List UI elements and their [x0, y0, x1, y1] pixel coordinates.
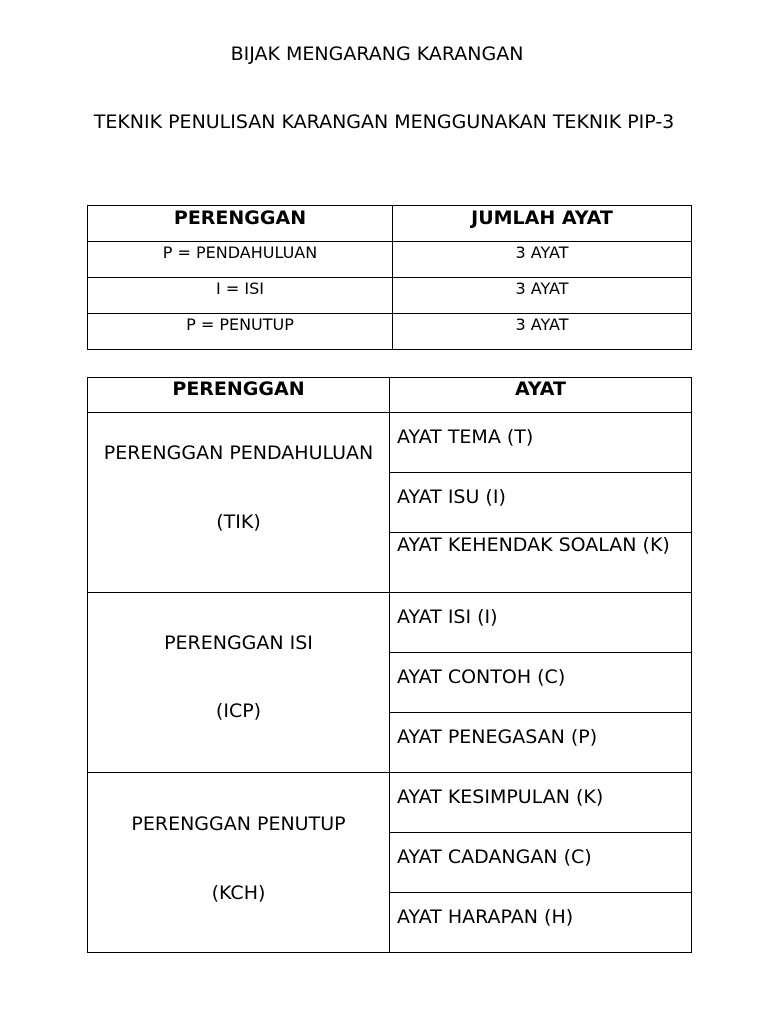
- section-pendahuluan-cell: [88, 413, 390, 593]
- section-code: (KCH): [211, 882, 266, 904]
- ayat-cell: AYAT CADANGAN (C): [390, 833, 692, 893]
- jumlah-ayat-cell: 3 AYAT: [393, 242, 692, 278]
- summary-table: [87, 205, 692, 350]
- ayat-cell: AYAT ISU (I): [390, 473, 692, 533]
- document-title: BIJAK MENGARANG KARANGAN: [230, 43, 524, 65]
- section-name: PERENGGAN PENDAHULUAN: [103, 442, 374, 464]
- table-row: [88, 413, 692, 473]
- section-penutup-cell: [88, 773, 390, 953]
- perenggan-cell: P = PENUTUP: [88, 314, 393, 350]
- ayat-cell: AYAT ISI (I): [390, 593, 692, 653]
- table-row: [88, 593, 692, 653]
- ayat-cell: AYAT HARAPAN (H): [390, 893, 692, 953]
- perenggan-cell: P = PENDAHULUAN: [88, 242, 393, 278]
- document-subtitle: TEKNIK PENULISAN KARANGAN MENGGUNAKAN TEKNIK PIP-3: [93, 111, 675, 133]
- detail-table: [87, 377, 692, 953]
- table-row: [88, 242, 692, 278]
- section-code: (TIK): [216, 511, 261, 533]
- table-row: [88, 773, 692, 833]
- column-header-jumlah-ayat: JUMLAH AYAT: [393, 206, 692, 242]
- table-row: [88, 278, 692, 314]
- column-header-perenggan: PERENGGAN: [88, 378, 390, 413]
- table-header-row: [88, 206, 692, 242]
- jumlah-ayat-cell: 3 AYAT: [393, 278, 692, 314]
- jumlah-ayat-cell: 3 AYAT: [393, 314, 692, 350]
- section-isi-cell: [88, 593, 390, 773]
- ayat-cell: AYAT KESIMPULAN (K): [390, 773, 692, 833]
- section-name: PERENGGAN ISI: [164, 632, 313, 654]
- table-header-row: [88, 378, 692, 413]
- table-row: [88, 314, 692, 350]
- column-header-perenggan: PERENGGAN: [88, 206, 393, 242]
- column-header-ayat: AYAT: [390, 378, 692, 413]
- ayat-cell: AYAT PENEGASAN (P): [390, 713, 692, 773]
- perenggan-cell: I = ISI: [88, 278, 393, 314]
- section-code: (ICP): [215, 700, 262, 722]
- ayat-cell: AYAT KEHENDAK SOALAN (K): [390, 533, 692, 593]
- section-name: PERENGGAN PENUTUP: [131, 813, 346, 835]
- ayat-cell: AYAT TEMA (T): [390, 413, 692, 473]
- ayat-cell: AYAT CONTOH (C): [390, 653, 692, 713]
